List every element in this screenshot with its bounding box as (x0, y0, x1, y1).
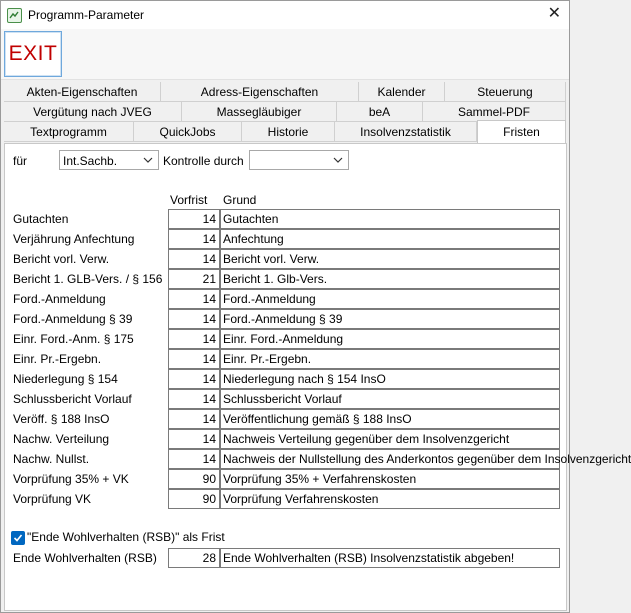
tab-bea[interactable]: beA (337, 102, 423, 122)
tab-textprogramm[interactable]: Textprogramm (4, 122, 134, 142)
window-title: Programm-Parameter (28, 8, 145, 22)
row-label: Nachw. Nullst. (13, 452, 90, 466)
grund-input[interactable]: Schlussbericht Vorlauf (220, 389, 560, 409)
vorfrist-input[interactable]: 14 (168, 249, 220, 269)
tab-steuerung[interactable]: Steuerung (445, 82, 566, 102)
tab-sammel-pdf[interactable]: Sammel-PDF (423, 102, 566, 122)
row-label: Einr. Ford.-Anm. § 175 (13, 332, 134, 346)
grund-input[interactable]: Nachweis der Nullstellung des Anderkontos gegenüber dem Insolvenzgericht (220, 449, 560, 469)
grund-input[interactable]: Ford.-Anmeldung § 39 (220, 309, 560, 329)
vorfrist-input[interactable]: 21 (168, 269, 220, 289)
rsb-checkbox[interactable] (11, 531, 25, 545)
tab-quickjobs[interactable]: QuickJobs (134, 122, 242, 142)
app-icon (7, 8, 22, 23)
tab-fristen[interactable]: Fristen (477, 120, 566, 144)
grund-input[interactable]: Bericht 1. Glb-Vers. (220, 269, 560, 289)
row-label: Schlussbericht Vorlauf (13, 392, 132, 406)
tab-akten-eigenschaften[interactable]: Akten-Eigenschaften (4, 82, 161, 102)
grund-input[interactable]: Ford.-Anmeldung (220, 289, 560, 309)
fuer-select-value: Int.Sachb. (63, 154, 118, 168)
vorfrist-input[interactable]: 14 (168, 289, 220, 309)
row-label: Nachw. Verteilung (13, 432, 110, 446)
chevron-down-icon (143, 155, 153, 165)
tab-kalender[interactable]: Kalender (359, 82, 445, 102)
fuer-select[interactable] (59, 150, 159, 170)
rsb-checkbox-label: "Ende Wohlverhalten (RSB)" als Frist (27, 530, 225, 544)
vorfrist-input[interactable]: 14 (168, 409, 220, 429)
row-label: Bericht vorl. Verw. (13, 252, 110, 266)
grund-input[interactable]: Bericht vorl. Verw. (220, 249, 560, 269)
tab-strip (4, 82, 566, 144)
tab-massglaeubiger[interactable]: Massegläubiger (182, 102, 337, 122)
row-label: Bericht 1. GLB-Vers. / § 156 (13, 272, 163, 286)
row-label: Verjährung Anfechtung (13, 232, 135, 246)
row-label: Einr. Pr.-Ergebn. (13, 352, 102, 366)
vorfrist-input[interactable]: 14 (168, 309, 220, 329)
vorfrist-input[interactable]: 90 (168, 469, 220, 489)
title-bar (1, 1, 569, 29)
grund-input[interactable]: Vorprüfung Verfahrenskosten (220, 489, 560, 509)
vorfrist-input[interactable]: 14 (168, 209, 220, 229)
exit-button[interactable]: EXIT (4, 31, 62, 77)
tab-adress-eigenschaften[interactable]: Adress-Eigenschaften (161, 82, 359, 102)
grund-input[interactable]: Niederlegung nach § 154 InsO (220, 369, 560, 389)
vorfrist-input[interactable]: 14 (168, 429, 220, 449)
tab-verguetung-jveg[interactable]: Vergütung nach JVEG (4, 102, 182, 122)
rsb-vorfrist-input[interactable]: 28 (168, 548, 220, 568)
vorfrist-input[interactable]: 90 (168, 489, 220, 509)
vorfrist-input[interactable]: 14 (168, 329, 220, 349)
column-header-grund: Grund (223, 193, 257, 207)
grund-input[interactable]: Einr. Pr.-Ergebn. (220, 349, 560, 369)
grund-input[interactable]: Veröffentlichung gemäß § 188 InsO (220, 409, 560, 429)
rsb-row-label: Ende Wohlverhalten (RSB) (13, 551, 157, 565)
fuer-label: für (13, 154, 28, 168)
vorfrist-input[interactable]: 14 (168, 229, 220, 249)
grund-input[interactable]: Nachweis Verteilung gegenüber dem Insolvenzgericht (220, 429, 560, 449)
checkmark-icon (13, 533, 23, 543)
chevron-down-icon (333, 155, 343, 165)
grund-input[interactable]: Vorprüfung 35% + Verfahrenskosten (220, 469, 560, 489)
row-label: Veröff. § 188 InsO (13, 412, 110, 426)
row-label: Ford.-Anmeldung (13, 292, 106, 306)
kontrolle-label: Kontrolle durch (163, 154, 244, 168)
row-label: Vorprüfung VK (13, 492, 92, 506)
vorfrist-input[interactable]: 14 (168, 449, 220, 469)
vorfrist-input[interactable]: 14 (168, 369, 220, 389)
tab-insolvenzstatistik[interactable]: Insolvenzstatistik (335, 122, 477, 142)
grund-input[interactable]: Anfechtung (220, 229, 560, 249)
row-label: Gutachten (13, 212, 69, 226)
row-label: Ford.-Anmeldung § 39 (13, 312, 133, 326)
toolbar (1, 29, 569, 80)
grund-input[interactable]: Einr. Ford.-Anmeldung (220, 329, 560, 349)
grund-input[interactable]: Gutachten (220, 209, 560, 229)
row-label: Niederlegung § 154 (13, 372, 118, 386)
tab-historie[interactable]: Historie (242, 122, 335, 142)
close-icon[interactable]: ✕ (547, 5, 561, 22)
kontrolle-select[interactable] (249, 150, 349, 170)
rsb-grund-input[interactable]: Ende Wohlverhalten (RSB) Insolvenzstatistik abgeben! (220, 548, 560, 568)
vorfrist-input[interactable]: 14 (168, 389, 220, 409)
vorfrist-input[interactable]: 14 (168, 349, 220, 369)
column-header-vorfrist: Vorfrist (170, 193, 208, 207)
row-label: Vorprüfung 35% + VK (13, 472, 129, 486)
